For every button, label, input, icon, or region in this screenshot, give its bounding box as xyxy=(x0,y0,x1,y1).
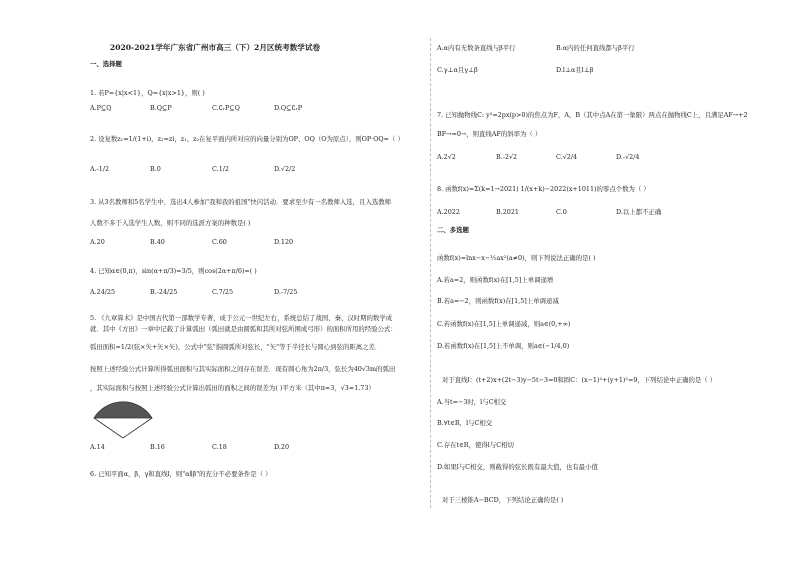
q10-option-b: B.∀t∈R，l与C相交 xyxy=(437,419,493,427)
section-heading-multi: 二、多选题 xyxy=(437,226,469,234)
q6-option-d: D.l⊥α且l⊥β xyxy=(556,66,594,74)
question-5-line-4: 按照上述经验公式计算所得弧田面积与其实际面积之间存在误差．现有圆心角为2π/3，弦长为40√3m的弧田 xyxy=(90,365,396,373)
q7-option-b: B.-2√2 xyxy=(496,153,518,161)
q3-option-c: C.60 xyxy=(212,238,227,246)
arc-field-figure xyxy=(92,400,154,440)
q4-option-d: D.-7/25 xyxy=(274,288,298,296)
q9-option-d: D.若函数f(x)在[1,5]上不单调，则a∈(−1/4,0) xyxy=(437,342,570,350)
q1-option-a: A.P⊆Q xyxy=(90,104,112,112)
question-5-line-1: 5. 《九章算术》是中国古代第一部数学专著，成于公元一世纪左右，系统总结了战国、秦、汉时期的数学成 xyxy=(90,314,393,322)
question-5-line-5: ，其实际面积与按照上述经验公式计算出弧田的面积之间的误差为( )平方米（其中π≈3，√3≈1.73） xyxy=(90,384,375,392)
q4-option-b: B.-24/25 xyxy=(150,288,178,296)
q2-option-b: B.0 xyxy=(150,165,161,173)
q10-option-d: D.如果l与C相交，则截得的弦长既有最大值，也有最小值 xyxy=(437,463,598,471)
question-5-line-2: 就．其中《方田》一章中记载了计算弧田（弧田就是由圆弧和其所对弦所围成弓形）的面积所用的经验公式： xyxy=(90,325,397,333)
q8-option-d: D.以上都不正确 xyxy=(616,208,662,216)
q6-option-c: C.γ⊥α且γ⊥β xyxy=(437,66,478,74)
q5-option-a: A.14 xyxy=(90,443,105,451)
question-5-line-3: 弧田面积=1/2(弦×矢+矢×矢)，公式中"弦"指圆弧所对弦长，"矢"等于半径长与圆心到弦的距离之差． xyxy=(90,343,382,351)
question-11: 对于三棱锥A−BCD，下列结论正确的是( ) xyxy=(442,496,564,504)
q5-option-d: D.20 xyxy=(274,443,290,451)
section-heading-choice: 一、选择题 xyxy=(90,60,122,68)
q7-option-c: C.√2/4 xyxy=(556,153,578,161)
question-7-line-1: 7. 已知抛物线C: y²=2px(p>0)的焦点为F，A，B（其中点A在第一象限）两点在抛物线C上，且满足AF→+2 xyxy=(437,111,748,119)
q8-option-c: C.0 xyxy=(556,208,567,216)
q5-option-b: B.16 xyxy=(150,443,165,451)
q3-option-b: B.40 xyxy=(150,238,165,246)
question-2: 2. 设复数z₁=1/(1+i)，z₂=zi，z₁、z₂在复平面内所对应的向量分别为OP、OQ（O为原点），则OP·OQ=（ ） xyxy=(90,135,404,143)
q8-option-b: B.2021 xyxy=(496,208,519,216)
q6-option-a: A.α内有无数条直线与β平行 xyxy=(437,44,516,52)
question-4: 4. 已知α∈(0,π)，sin(α+π/3)=3/5，则cos(2α+π/6)=( ) xyxy=(90,267,257,275)
exam-title: 2020-2021学年广东省广州市高三（下）2月区统考数学试卷 xyxy=(109,43,321,52)
q3-option-d: D.120 xyxy=(274,238,294,246)
q6-option-b: B.α内的任何直线都与β平行 xyxy=(556,44,635,52)
question-7-line-2: BF→=0→，则直线AF的斜率为（ ） xyxy=(437,130,542,138)
q5-option-c: C.18 xyxy=(212,443,227,451)
q8-option-a: A.2022 xyxy=(437,208,460,216)
q10-option-a: A.当t=−3时，l与C相交 xyxy=(437,398,507,406)
q1-option-d: D.Q⊆∁ᵣP xyxy=(274,104,303,112)
question-10: 对于直线l：(t+2)x+(2t−3)y−5t−3=0和圆C：(x−1)²+(y+1)²=9，下列结论中正确的是（ ） xyxy=(442,376,717,384)
q2-option-d: D.√2/2 xyxy=(274,165,296,173)
question-9: 函数f(x)=lnx−x−½ax²(a≠0)，则下列说法正确的是( ) xyxy=(437,254,596,262)
q3-option-a: A.20 xyxy=(90,238,105,246)
q9-option-a: A.若a=2，则函数f(x)在[1,5]上单调递增 xyxy=(437,276,554,284)
q4-option-a: A.24/25 xyxy=(90,288,116,296)
q2-option-a: A.-1/2 xyxy=(90,165,110,173)
question-8: 8. 函数f(x)=Σ(k=1→2021) 1/(x+k)−2022(x+1011)的零点个数为（ ） xyxy=(437,185,650,193)
question-6: 6. 已知平面α，β，γ和直线l，则"α∥β"的充分不必要条件是（ ） xyxy=(90,470,272,478)
q1-option-b: B.Q⊆P xyxy=(150,104,172,112)
q9-option-b: B.若a=−2，则函数f(x)在[1,5]上单调递减 xyxy=(437,297,559,305)
column-divider xyxy=(430,38,432,508)
question-1: 1. 若P={x|x<1}，Q={x|x>1}，则( ) xyxy=(90,89,205,97)
q10-option-c: C.存在t∈R，使得l与C相切 xyxy=(437,441,514,449)
question-3-line-1: 3. 从3名教师和5名学生中，选出4人参加"我和我的祖国"快闪活动．要求至少有一名教师入选，且入选教师 xyxy=(90,198,392,206)
q4-option-c: C.7/25 xyxy=(212,288,234,296)
q7-option-d: D.-√2/4 xyxy=(616,153,640,161)
q9-option-c: C.若函数f(x)在[1,5]上单调递减，则a∈(0,+∞) xyxy=(437,320,571,328)
q2-option-c: C.1/2 xyxy=(212,165,229,173)
q7-option-a: A.2√2 xyxy=(437,153,456,161)
q1-option-c: C.∁ᵣP⊆Q xyxy=(212,104,240,112)
question-3-line-2: 人数不多于入选学生人数，则不同的选派方案的种数是( ) xyxy=(90,219,251,227)
